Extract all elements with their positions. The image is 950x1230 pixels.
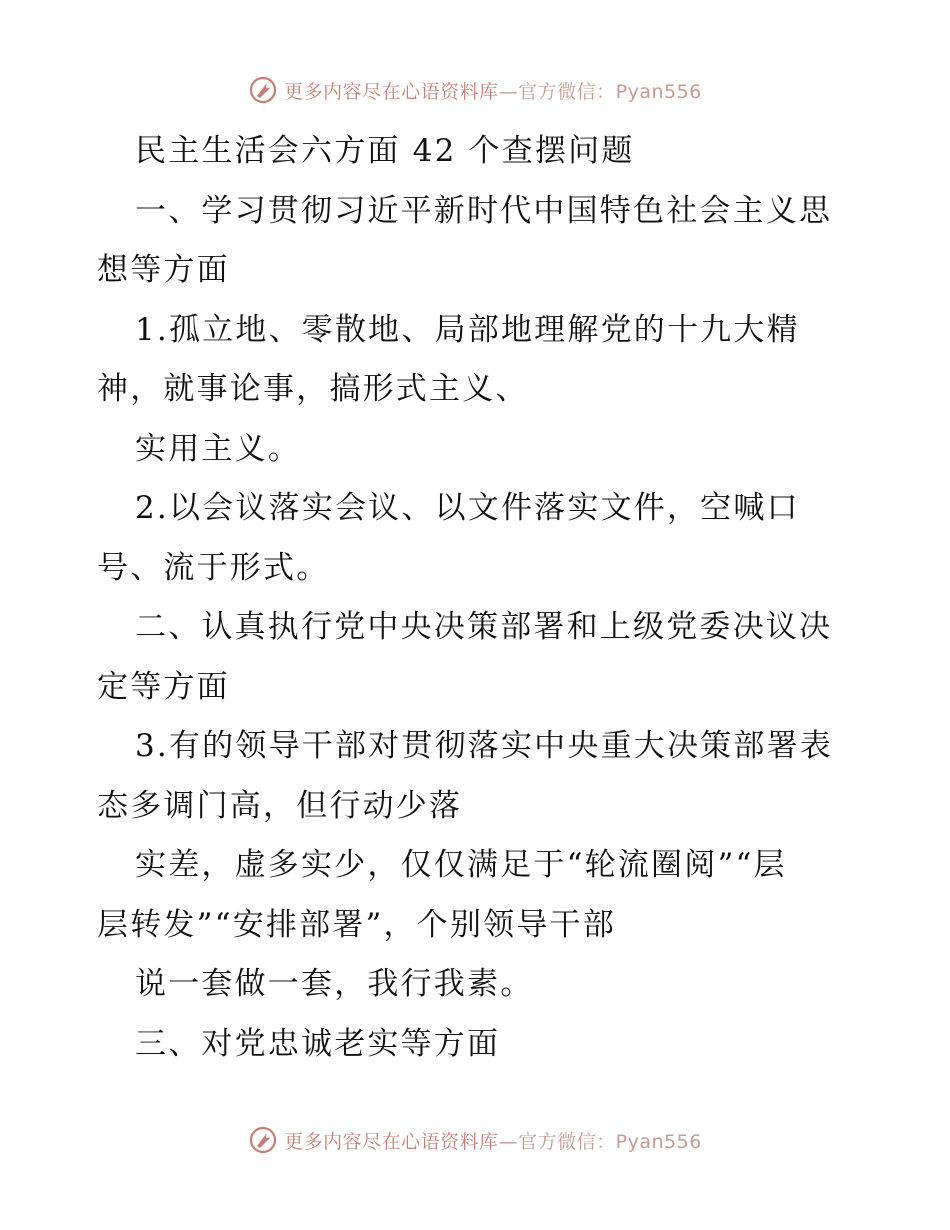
header-watermark bbox=[0, 72, 950, 108]
document-line: 民主生活会六方面 42 个查摆问题 bbox=[135, 133, 635, 169]
document-body bbox=[97, 122, 857, 1074]
document-line: 1.孤立地、零散地、局部地理解党的十九大精 bbox=[135, 311, 800, 348]
document-line: 号、流于形式。 bbox=[97, 549, 330, 586]
document-line: 说一套做一套，我行我素。 bbox=[135, 966, 534, 1002]
document-line: 层转发”“安排部署”，个别领导干部 bbox=[97, 906, 616, 943]
document-line: 定等方面 bbox=[97, 668, 230, 705]
document-line: 实用主义。 bbox=[135, 430, 301, 467]
watermark-text: 更多内容尽在心语资料库—官方微信：Pyan556 bbox=[284, 80, 702, 103]
pen-nib-circle-icon bbox=[248, 1125, 278, 1155]
document-line: 2.以会议落实会议、以文件落实文件，空喊口 bbox=[135, 490, 800, 526]
pen-nib-circle-icon bbox=[248, 75, 278, 105]
document-line: 神，就事论事，搞形式主义、 bbox=[97, 371, 529, 407]
document-line: 二、认真执行党中央决策部署和上级党委决议决 bbox=[135, 609, 833, 645]
document-line: 态多调门高，但行动少落 bbox=[97, 787, 463, 824]
document-line: 三、对党忠诚老实等方面 bbox=[135, 1025, 501, 1062]
document-line: 想等方面 bbox=[97, 252, 230, 288]
document-line: 一、学习贯彻习近平新时代中国特色社会主义思 bbox=[135, 192, 833, 229]
watermark-text: 更多内容尽在心语资料库—官方微信：Pyan556 bbox=[284, 1130, 702, 1153]
document-line: 3.有的领导干部对贯彻落实中央重大决策部署表 bbox=[135, 728, 833, 764]
footer-watermark bbox=[0, 1122, 950, 1158]
document-line: 实差，虚多实少，仅仅满足于“轮流圈阅”“层 bbox=[135, 847, 787, 883]
